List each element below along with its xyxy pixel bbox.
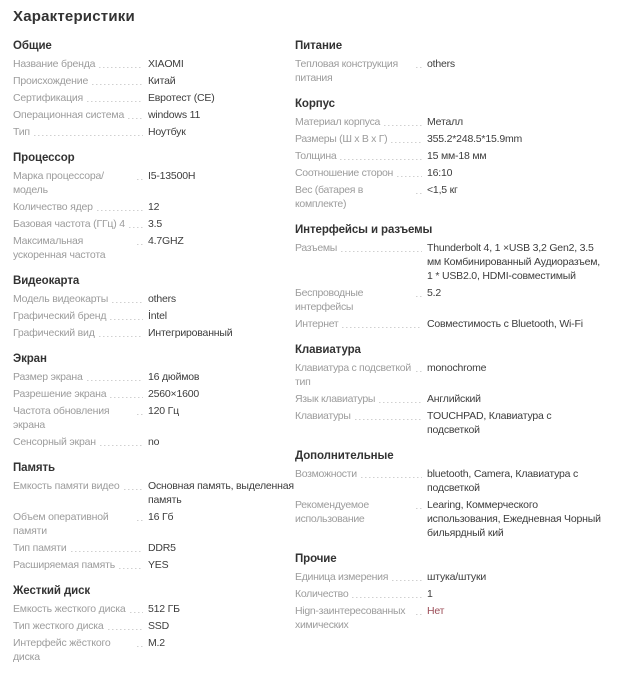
spec-row (13, 108, 295, 122)
spec-row (13, 370, 295, 384)
dotted-leader (87, 91, 143, 105)
spec-label: Количество (295, 588, 349, 600)
spec-row (13, 217, 295, 231)
dotted-leader (137, 234, 143, 248)
dotted-leader (71, 541, 143, 555)
spec-row (13, 234, 295, 262)
dotted-leader (352, 587, 422, 601)
spec-value: 120 Гц (148, 405, 179, 417)
spec-value: I5-13500H (148, 170, 196, 182)
spec-row (13, 541, 295, 555)
spec-value: 16 дюймов (148, 371, 200, 383)
spec-label-zone (13, 108, 148, 122)
spec-label-zone (13, 200, 148, 214)
spec-label-zone (295, 166, 427, 180)
spec-row (295, 317, 619, 331)
spec-column-right (295, 39, 619, 644)
dotted-leader (99, 326, 143, 340)
spec-value: Китай (148, 75, 176, 87)
spec-value: Learing, Коммерческого использования, Ежедневная Чорный бильярдный кий (427, 499, 601, 539)
spec-section (13, 584, 295, 664)
spec-row (13, 200, 295, 214)
spec-label: Разъемы (295, 242, 338, 254)
section-title: Экран (13, 353, 47, 365)
spec-section (295, 552, 619, 632)
spec-value: 16 Гб (148, 511, 174, 523)
spec-value: DDR5 (148, 542, 176, 554)
spec-label: Тепловая конструкция питания (295, 58, 398, 84)
spec-value: 1 (427, 588, 433, 600)
dotted-leader (128, 108, 143, 122)
spec-value: 512 ГБ (148, 603, 180, 615)
spec-label-zone (295, 132, 427, 146)
spec-label: Толщина (295, 150, 337, 162)
spec-value: others (148, 293, 176, 305)
spec-label: Модель видеокарты (13, 293, 109, 305)
spec-value: windows 11 (148, 109, 201, 121)
spec-row (295, 587, 619, 601)
spec-row (295, 149, 619, 163)
spec-value: monochrome (427, 362, 487, 374)
spec-label-zone (295, 498, 427, 526)
spec-value: Интегрированный (148, 327, 233, 339)
spec-row (295, 392, 619, 406)
spec-value: others (427, 58, 455, 70)
spec-row (13, 404, 295, 432)
spec-label-zone (295, 286, 427, 314)
spec-label-zone (13, 619, 148, 633)
spec-value: 16:10 (427, 167, 453, 179)
spec-section (295, 223, 619, 331)
spec-row (13, 510, 295, 538)
spec-label: Соотношение сторон (295, 167, 394, 179)
dotted-leader (92, 74, 143, 88)
dotted-leader (384, 115, 422, 129)
spec-label-zone (295, 57, 427, 85)
spec-row (13, 387, 295, 401)
spec-value: 4.7GHZ (148, 235, 184, 247)
spec-label: Количество ядер (13, 201, 93, 213)
spec-label-zone (295, 392, 427, 406)
spec-label: Емкость памяти видео (13, 480, 120, 492)
spec-value: YES (148, 559, 169, 571)
dotted-leader (392, 570, 422, 584)
spec-section (13, 274, 295, 340)
spec-row (295, 467, 619, 495)
spec-label-zone (295, 467, 427, 481)
spec-value: <1,5 кг (427, 184, 458, 196)
dotted-leader (391, 132, 422, 146)
dotted-leader (137, 169, 143, 183)
dotted-leader (112, 292, 143, 306)
page-title: Характеристики (13, 8, 135, 25)
spec-label-zone (295, 317, 427, 331)
spec-row (13, 74, 295, 88)
spec-row (295, 57, 619, 85)
spec-row (13, 57, 295, 71)
spec-value: штука/штуки (427, 571, 487, 583)
dotted-leader (137, 510, 143, 524)
spec-label: Клавиатуры (295, 410, 351, 422)
spec-row (295, 604, 619, 632)
section-title: Видеокарта (13, 275, 80, 287)
dotted-leader (99, 57, 143, 71)
dotted-leader (397, 166, 422, 180)
spec-row (13, 619, 295, 633)
spec-label: Тип жесткого диска (13, 620, 104, 632)
spec-label-zone (13, 326, 148, 340)
spec-label: Размер экрана (13, 371, 83, 383)
dotted-leader (341, 241, 422, 255)
spec-label-zone (13, 292, 148, 306)
spec-value: 5.2 (427, 287, 441, 299)
dotted-leader (361, 467, 422, 481)
section-title: Интерфейсы и разъемы (295, 224, 433, 236)
spec-label: Графический вид (13, 327, 95, 339)
spec-value: TOUCHPAD, Клавиатура с подсветкой (427, 410, 552, 436)
spec-label-zone (13, 541, 148, 555)
spec-label: Максимальная ускоренная частота (13, 235, 106, 261)
spec-label-zone (295, 570, 427, 584)
spec-label: Вес (батарея в комплекте) (295, 184, 364, 210)
dotted-leader (97, 200, 143, 214)
spec-value: SSD (148, 620, 169, 632)
spec-label-zone (13, 57, 148, 71)
spec-label: Язык клавиатуры (295, 393, 376, 405)
dotted-leader (340, 149, 422, 163)
spec-value: 3.5 (148, 218, 162, 230)
spec-section (295, 39, 619, 85)
spec-section (295, 343, 619, 437)
spec-label-zone (13, 510, 148, 538)
dotted-leader (87, 370, 143, 384)
spec-label: Беспроводные интерфейсы (295, 287, 364, 313)
spec-label: Объем оперативной памяти (13, 511, 109, 537)
spec-column-left (13, 39, 295, 676)
dotted-leader (416, 286, 422, 300)
spec-label-zone (13, 479, 148, 493)
spec-label: Интерфейс жёсткого диска (13, 637, 111, 663)
dotted-leader (416, 183, 422, 197)
spec-label-zone (295, 149, 427, 163)
spec-label: Графический бренд (13, 310, 107, 322)
section-title: Корпус (295, 98, 335, 110)
spec-label: Происхождение (13, 75, 89, 87)
spec-value: 355.2*248.5*15.9mm (427, 133, 523, 145)
spec-label-zone (13, 217, 148, 231)
dotted-leader (119, 558, 143, 572)
spec-label-zone (13, 435, 148, 449)
spec-label: Марка процессора/модель (13, 170, 104, 196)
spec-label: Сенсорный экран (13, 436, 96, 448)
spec-label-zone (295, 409, 427, 423)
spec-label-zone (295, 183, 427, 211)
spec-label: Тип (13, 126, 30, 138)
dotted-leader (416, 57, 422, 71)
spec-row (13, 91, 295, 105)
spec-label: Интернет (295, 318, 339, 330)
dotted-leader (110, 387, 143, 401)
spec-value: Thunderbolt 4, 1 ×USB 3,2 Gen2, 3.5 мм Комбинированный Аудиоразъем, 1 * USB2.0, HDMI-совместимый (427, 242, 600, 282)
spec-row (13, 169, 295, 197)
spec-label: Клавиатура с подсветкой тип (295, 362, 411, 388)
dotted-leader (110, 309, 143, 323)
spec-value: no (148, 436, 160, 448)
dotted-leader (129, 217, 143, 231)
spec-section (13, 352, 295, 449)
spec-value: M.2 (148, 637, 165, 649)
dotted-leader (379, 392, 422, 406)
dotted-leader (355, 409, 422, 423)
spec-label-zone (13, 370, 148, 384)
spec-label-zone (13, 169, 148, 197)
spec-section (13, 39, 295, 139)
spec-label-zone (13, 404, 148, 432)
spec-columns (13, 39, 619, 676)
dotted-leader (137, 404, 143, 418)
dotted-leader (416, 604, 422, 618)
spec-label: Размеры (Ш х В х Г) (295, 133, 388, 145)
spec-row (295, 361, 619, 389)
section-title: Дополнительные (295, 450, 394, 462)
spec-row (13, 435, 295, 449)
spec-value: bluetooth, Camera, Клавиатура с подсветкой (427, 468, 579, 494)
spec-label: Название бренда (13, 58, 96, 70)
section-title: Питание (295, 40, 343, 52)
spec-row (295, 409, 619, 437)
spec-value: 15 мм-18 мм (427, 150, 487, 162)
spec-row (295, 498, 619, 540)
spec-label: Сертификация (13, 92, 84, 104)
spec-value: Совместимость с Bluetooth, Wi-Fi (427, 318, 583, 330)
spec-label-zone (13, 309, 148, 323)
spec-value: Нет (427, 605, 445, 617)
dotted-leader (124, 479, 144, 493)
spec-section (13, 461, 295, 572)
dotted-leader (100, 435, 143, 449)
dotted-leader (108, 619, 143, 633)
spec-row (295, 115, 619, 129)
section-title: Клавиатура (295, 344, 361, 356)
spec-value: İntel (148, 310, 167, 322)
spec-value: XIAOMI (148, 58, 184, 70)
spec-label: Единица измерения (295, 571, 389, 583)
spec-row (295, 570, 619, 584)
spec-row (13, 309, 295, 323)
spec-value: Ноутбук (148, 126, 186, 138)
spec-label: Базовая частота (ГГц) 4 (13, 218, 125, 230)
spec-row (295, 166, 619, 180)
spec-value: Евротест (CE) (148, 92, 215, 104)
dotted-leader (130, 602, 143, 616)
spec-label-zone (13, 602, 148, 616)
spec-label: Разрешение экрана (13, 388, 107, 400)
spec-value: Металл (427, 116, 463, 128)
spec-row (13, 602, 295, 616)
spec-label: Материал корпуса (295, 116, 381, 128)
section-title: Процессор (13, 152, 75, 164)
spec-label-zone (13, 558, 148, 572)
spec-label-zone (295, 604, 427, 632)
spec-label-zone (13, 125, 148, 139)
spec-label-zone (13, 74, 148, 88)
spec-row (13, 326, 295, 340)
spec-row (295, 183, 619, 211)
section-title: Прочие (295, 553, 337, 565)
spec-label-zone (295, 241, 427, 255)
section-title: Память (13, 462, 55, 474)
spec-value: Основная память, выделенная память (148, 480, 294, 506)
spec-label-zone (13, 234, 148, 262)
spec-section (295, 97, 619, 211)
spec-value: 12 (148, 201, 160, 213)
spec-row (13, 292, 295, 306)
section-title: Жесткий диск (13, 585, 91, 597)
spec-label: Расширяемая память (13, 559, 116, 571)
dotted-leader (416, 361, 422, 375)
dotted-leader (137, 636, 143, 650)
spec-label-zone (13, 387, 148, 401)
spec-row (13, 636, 295, 664)
spec-row (13, 125, 295, 139)
spec-label-zone (295, 115, 427, 129)
spec-row (295, 286, 619, 314)
spec-label-zone (295, 587, 427, 601)
spec-row (13, 479, 295, 507)
spec-label-zone (13, 91, 148, 105)
spec-row (295, 132, 619, 146)
spec-label: Рекомендуемое использование (295, 499, 369, 525)
spec-label: Hign-заинтересованных химических (295, 605, 406, 631)
spec-value: 2560×1600 (148, 388, 200, 400)
spec-label: Операционная система (13, 109, 125, 121)
dotted-leader (342, 317, 422, 331)
spec-label: Частота обновления экрана (13, 405, 110, 431)
spec-row (13, 558, 295, 572)
dotted-leader (416, 498, 422, 512)
spec-label-zone (13, 636, 148, 664)
spec-section (13, 151, 295, 262)
spec-label-zone (295, 361, 427, 389)
spec-row (295, 241, 619, 283)
spec-label: Емкость жесткого диска (13, 603, 126, 615)
dotted-leader (34, 125, 143, 139)
section-title: Общие (13, 40, 52, 52)
spec-label: Возможности (295, 468, 357, 480)
spec-section (295, 449, 619, 540)
spec-value: Английский (427, 393, 481, 405)
spec-label: Тип памяти (13, 542, 67, 554)
